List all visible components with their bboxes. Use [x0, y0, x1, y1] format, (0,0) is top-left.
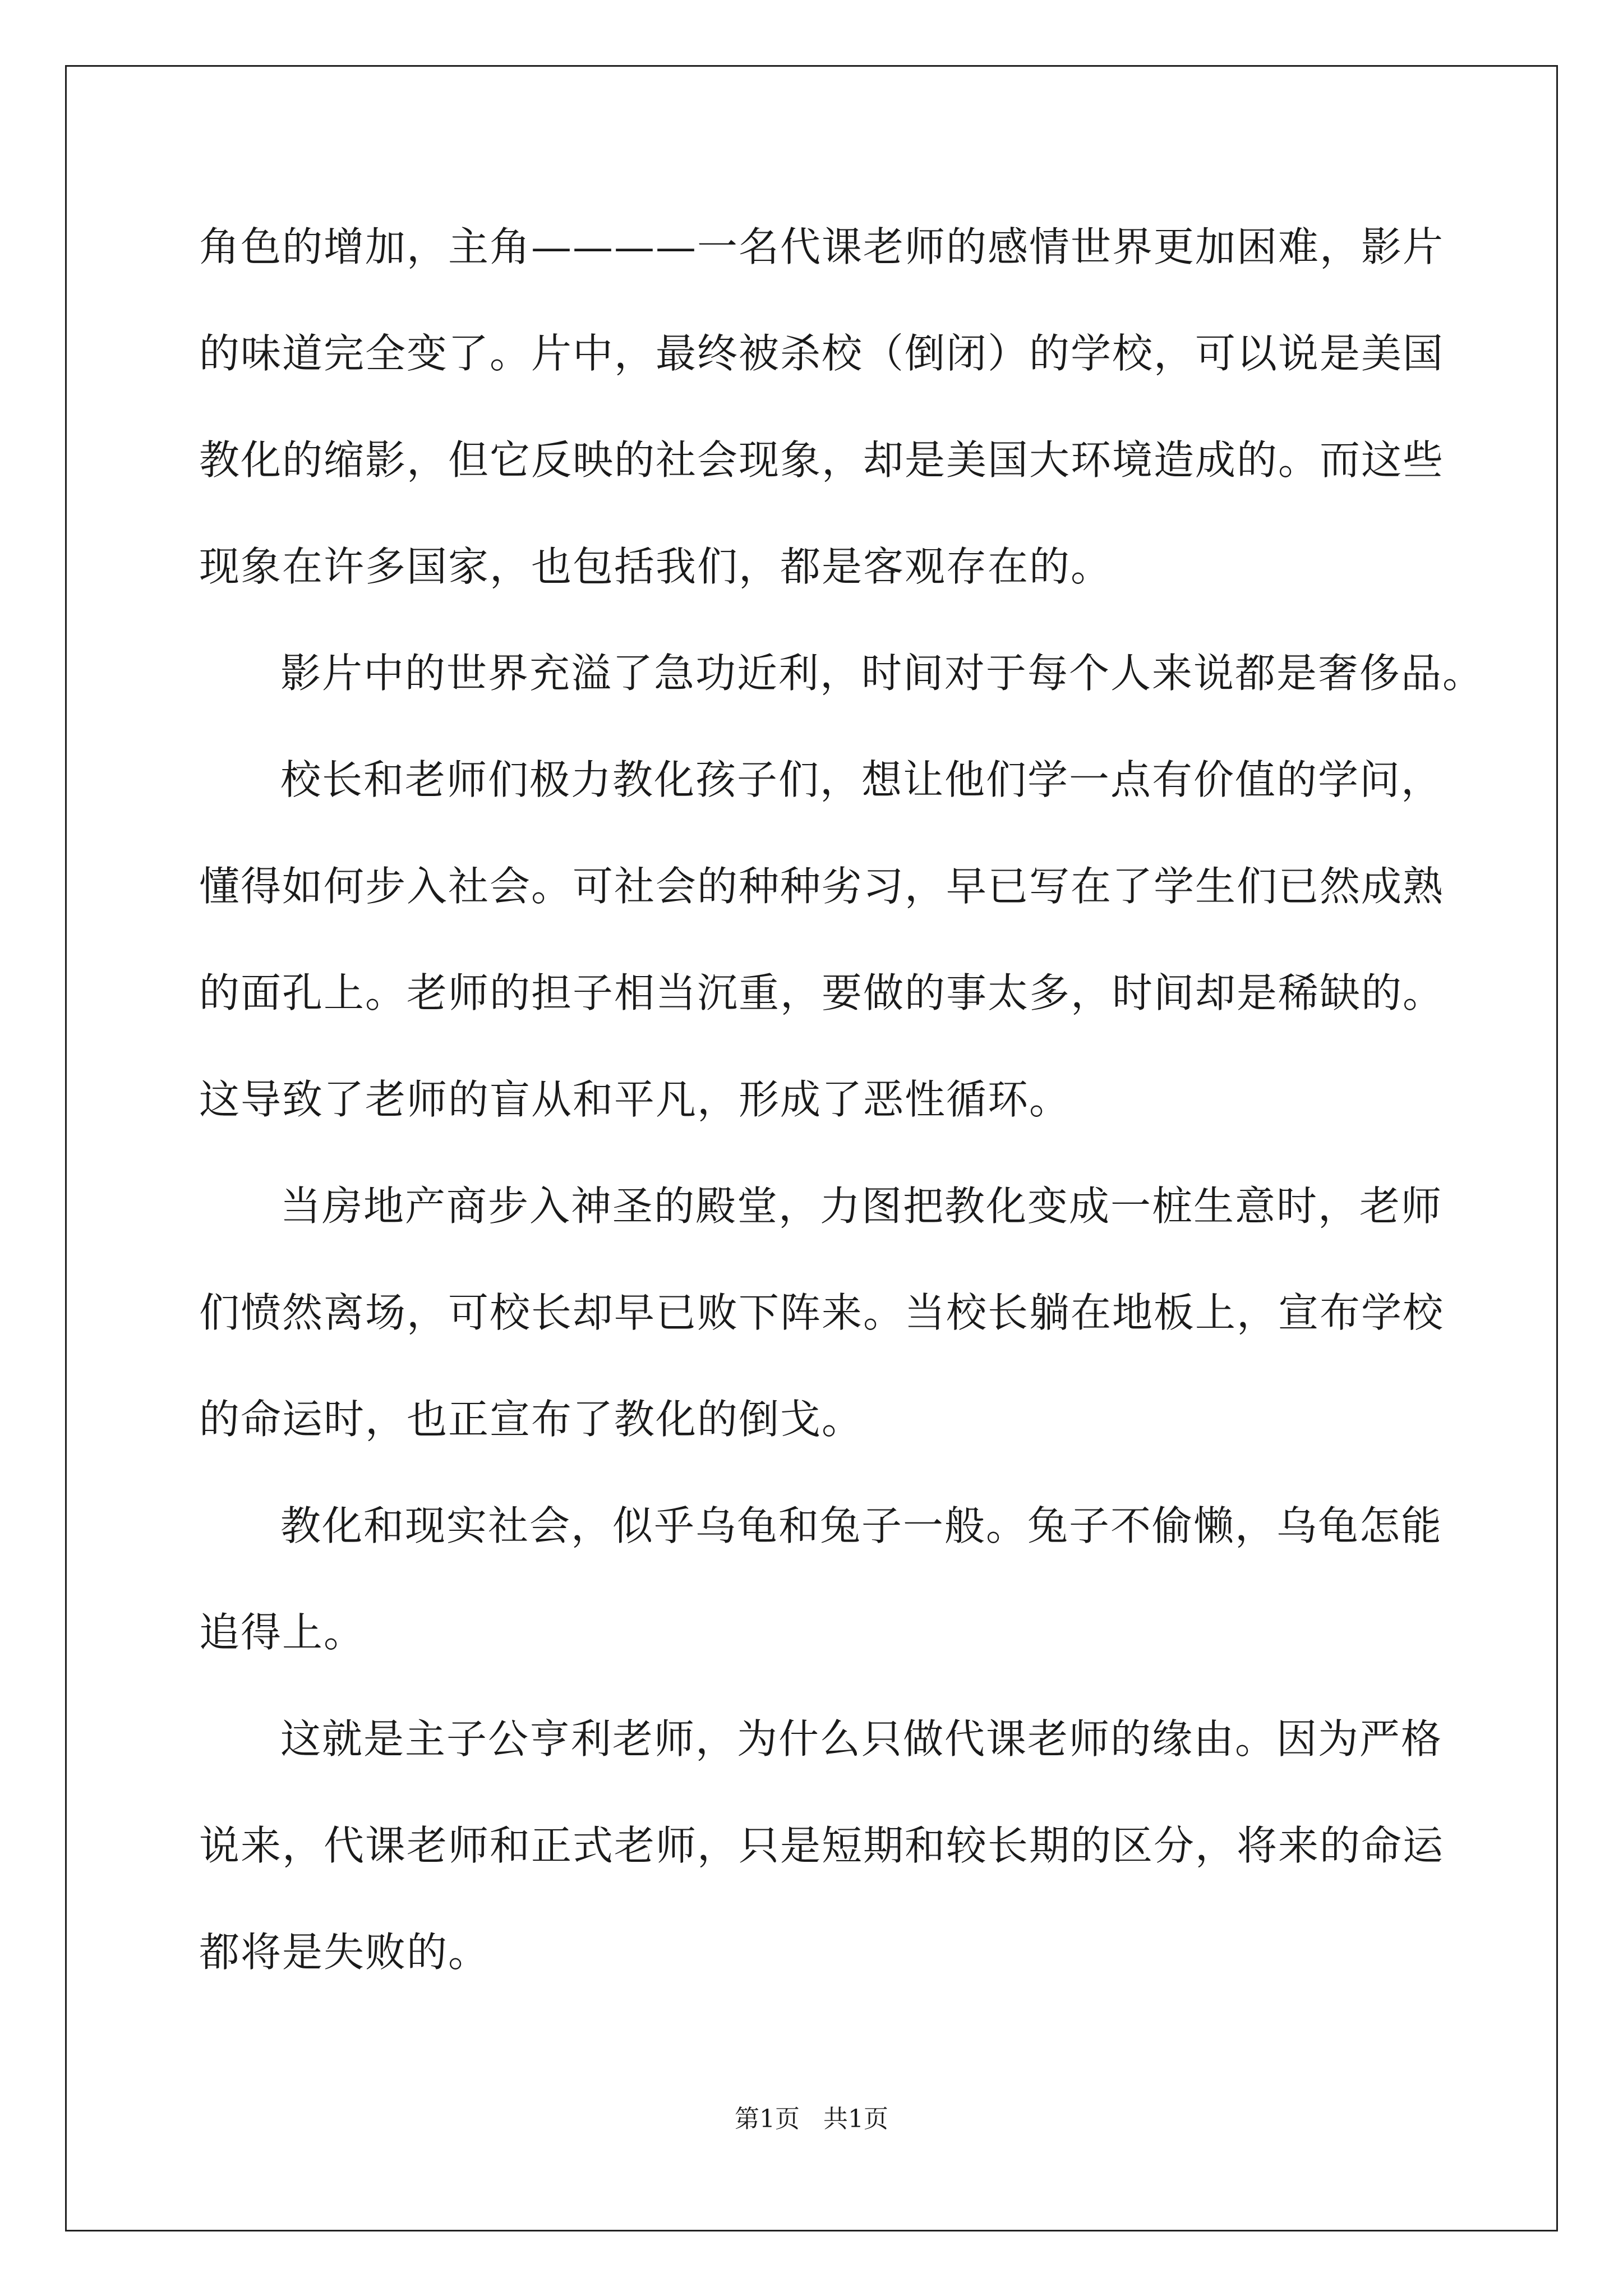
text-line: 教化和现实社会，似乎乌龟和兔子一般。兔子不偷懒，乌龟怎能	[280, 1502, 1443, 1549]
text-line: 角色的增加，主角————一名代课老师的感情世界更加困难，影片	[199, 223, 1445, 270]
text-line: 这就是主子公亨利老师，为什么只做代课老师的缘由。因为严格	[280, 1715, 1443, 1763]
text-line: 们愤然离场，可校长却早已败下阵来。当校长躺在地板上，宣布学校	[199, 1289, 1445, 1336]
text-line: 这导致了老师的盲从和平凡，形成了恶性循环。	[199, 1076, 1071, 1123]
page-number-footer: 第1页 共1页	[735, 2105, 888, 2133]
text-line: 校长和老师们极力教化孩子们，想让他们学一点有价值的学问，	[280, 756, 1443, 803]
text-line: 的命运时，也正宣布了教化的倒戈。	[199, 1396, 864, 1443]
text-line: 影片中的世界充溢了急功近利，时间对于每个人来说都是奢侈品。	[280, 650, 1484, 697]
page-border	[65, 65, 1558, 2231]
text-line: 都将是失败的。	[199, 1929, 490, 1976]
text-line: 说来，代课老师和正式老师，只是短期和较长期的区分，将来的命运	[199, 1822, 1445, 1869]
text-line: 的面孔上。老师的担子相当沉重，要做的事太多，时间却是稀缺的。	[199, 969, 1445, 1016]
text-line: 教化的缩影，但它反映的社会现象，却是美国大环境造成的。而这些	[199, 436, 1445, 484]
text-line: 追得上。	[199, 1609, 366, 1656]
text-line: 懂得如何步入社会。可社会的种种劣习，早已写在了学生们已然成熟	[199, 863, 1445, 910]
text-line: 当房地产商步入神圣的殿堂，力图把教化变成一桩生意时，老师	[280, 1182, 1443, 1230]
text-line: 的味道完全变了。片中，最终被杀校（倒闭）的学校，可以说是美国	[199, 330, 1445, 377]
text-line: 现象在许多国家，也包括我们，都是客观存在的。	[199, 543, 1113, 590]
